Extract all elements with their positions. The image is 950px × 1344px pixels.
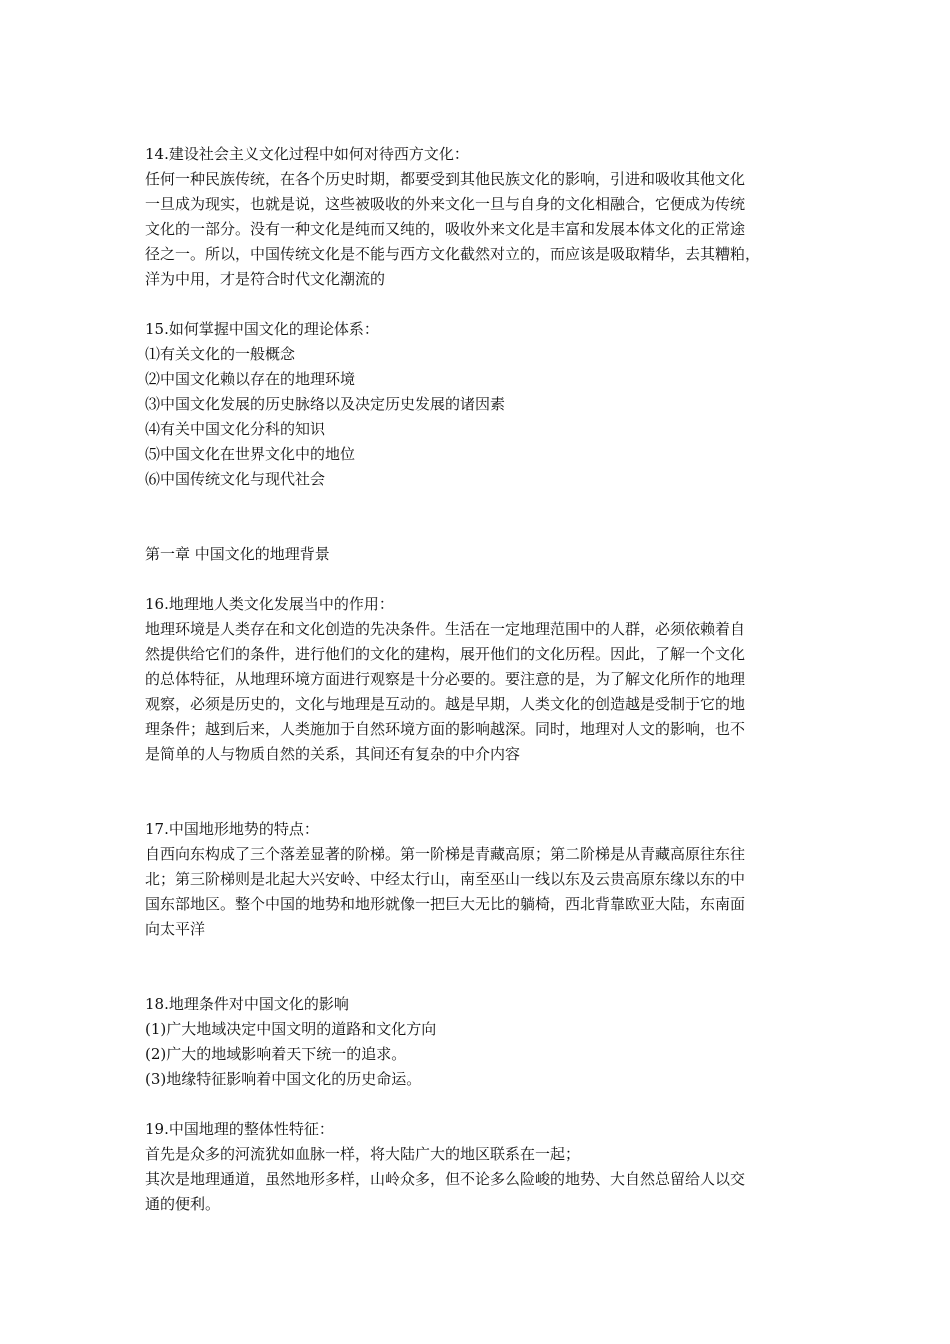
q18-heading: 18.地理条件对中国文化的影响 [145, 995, 349, 1013]
q19-line: 首先是众多的河流犹如血脉一样，将大陆广大的地区联系在一起； [145, 1145, 581, 1163]
q19-heading: 19.中国地理的整体性特征： [145, 1120, 334, 1138]
q16-heading: 16.地理地人类文化发展当中的作用： [145, 595, 394, 613]
q15-list-item: ⑴有关文化的一般概念 [145, 345, 296, 363]
section-q14 [145, 142, 810, 292]
q16-line: 理条件；越到后来，人类施加于自然环境方面的影响越深。同时，地理对人文的影响，也不 [145, 720, 746, 738]
q17-line: 自西向东构成了三个落差显著的阶梯。第一阶梯是青藏高原；第二阶梯是从青藏高原往东往 [145, 845, 746, 863]
q15-list-item: ⑸中国文化在世界文化中的地位 [145, 445, 356, 463]
q15-list-item: ⑷有关中国文化分科的知识 [145, 420, 326, 438]
q17-line: 北；第三阶梯则是北起大兴安岭、中经太行山，南至巫山一线以东及云贵高原东缘以东的中 [145, 870, 746, 888]
q16-line: 是简单的人与物质自然的关系，其间还有复杂的中介内容 [145, 745, 521, 763]
q17-line: 国东部地区。整个中国的地势和地形就像一把巨大无比的躺椅，西北背靠欧亚大陆，东南面 [145, 895, 746, 913]
section-q19 [145, 1117, 810, 1217]
q18-list-item: (2)广大的地域影响着天下统一的追求。 [145, 1045, 407, 1063]
q17-line: 向太平洋 [145, 920, 206, 938]
q14-line: 径之一。所以，中国传统文化是不能与西方文化截然对立的，而应该是吸取精华，去其糟粕， [145, 245, 761, 263]
chapter-title: 第一章 中国文化的地理背景 [145, 545, 330, 563]
q16-line: 然提供给它们的条件，进行他们的文化的建构，展开他们的文化历程。因此，了解一个文化 [145, 645, 746, 663]
q16-line: 观察，必须是历史的，文化与地理是互动的。越是早期，人类文化的创造越是受制于它的地 [145, 695, 746, 713]
q15-list-item: ⑶中国文化发展的历史脉络以及决定历史发展的诸因素 [145, 395, 506, 413]
document-page [145, 142, 810, 1217]
q15-heading: 15.如何掌握中国文化的理论体系： [145, 320, 379, 338]
q14-line: 任何一种民族传统，在各个历史时期，都要受到其他民族文化的影响，引进和吸收其他文化 [145, 170, 746, 188]
q15-list-item: ⑹中国传统文化与现代社会 [145, 470, 326, 488]
section-q16 [145, 592, 810, 767]
q19-line: 通的便利。 [145, 1195, 221, 1213]
q14-heading: 14.建设社会主义文化过程中如何对待西方文化： [145, 145, 469, 163]
q14-line: 一旦成为现实，也就是说，这些被吸收的外来文化一旦与自身的文化相融合，它便成为传统 [145, 195, 746, 213]
q14-line: 洋为中用，才是符合时代文化潮流的 [145, 270, 386, 288]
q19-line: 其次是地理通道，虽然地形多样，山岭众多，但不论多么险峻的地势、大自然总留给人以交 [145, 1170, 746, 1188]
q18-list-item: (3)地缘特征影响着中国文化的历史命运。 [145, 1070, 422, 1088]
q15-list-item: ⑵中国文化赖以存在的地理环境 [145, 370, 356, 388]
section-q17 [145, 817, 810, 942]
q18-list-item: (1)广大地域决定中国文明的道路和文化方向 [145, 1020, 437, 1038]
section-q15 [145, 317, 810, 492]
q17-heading: 17.中国地形地势的特点： [145, 820, 319, 838]
q16-line: 地理环境是人类存在和文化创造的先决条件。生活在一定地理范围中的人群，必须依赖着自 [145, 620, 746, 638]
section-q18 [145, 992, 810, 1092]
q14-line: 文化的一部分。没有一种文化是纯而又纯的，吸收外来文化是丰富和发展本体文化的正常途 [145, 220, 746, 238]
q16-line: 的总体特征，从地理环境方面进行观察是十分必要的。要注意的是，为了解文化所作的地理 [145, 670, 746, 688]
